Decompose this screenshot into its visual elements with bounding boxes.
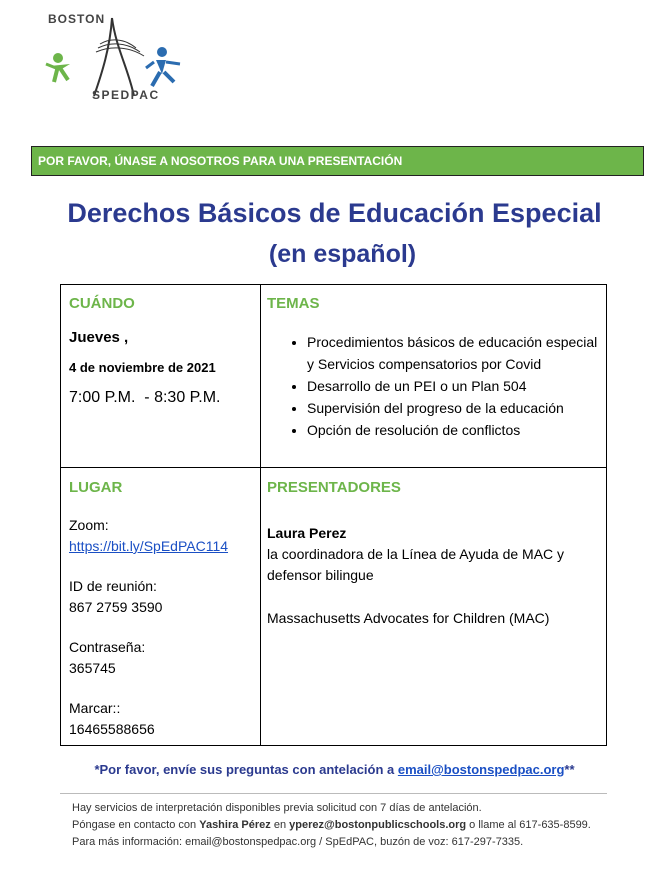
topic-item: • Supervisión del progreso de la educación <box>307 397 607 419</box>
when-date: 4 de noviembre de 2021 <box>69 360 216 375</box>
footer-contact-mid: en <box>270 819 290 831</box>
presenters-heading: PRESENTADORES <box>267 479 401 496</box>
presenter-role: la coordinadora de la Línea de Ayuda de MAC y defensor bilingue <box>267 546 565 583</box>
when-heading: CUÁNDO <box>69 295 135 312</box>
when-time: 7:00 P.M. - 8:30 P.M. <box>69 389 221 406</box>
footer-contact-prefix: Póngase en contacto con <box>72 819 200 831</box>
table-vertical-divider <box>260 285 261 745</box>
topics-heading: TEMAS <box>267 295 320 312</box>
logo-top-text: BOSTON <box>48 12 106 26</box>
questions-note <box>0 762 669 777</box>
place-heading: LUGAR <box>69 479 123 496</box>
footer-contact <box>72 817 602 851</box>
page-subtitle: (en español) <box>268 240 417 268</box>
footer-contact-email[interactable]: yperez@bostonpublicschools.org <box>289 819 467 831</box>
footer-divider <box>60 793 607 794</box>
table-horizontal-divider <box>61 467 606 468</box>
zoom-label: Zoom: <box>69 517 109 533</box>
topic-item: • Desarrollo de un PEI o un Plan 504 <box>307 375 607 397</box>
zoom-link[interactable]: https://bit.ly/SpEdPAC114 <box>69 538 229 554</box>
dial-value: 16465588656 <box>69 721 155 737</box>
boston-spedpac-logo <box>40 8 200 108</box>
note-email-link[interactable]: email@bostonspedpac.org <box>397 762 565 777</box>
topics-list <box>285 331 607 441</box>
invitation-banner: POR FAVOR, ÚNASE A NOSOTROS PARA UNA PRESENTACIÓN <box>31 146 644 176</box>
password-label: Contraseña: <box>69 639 146 655</box>
note-prefix: *Por favor, envíe sus preguntas con antelación a <box>94 762 398 777</box>
footer-contact-suffix: o llame al 617-635-8599. Para más información: email@bostonspedpac.org / SpEdPAC, buzón de voz: 617-297-7335. <box>72 819 591 848</box>
topic-item: • Procedimientos básicos de educación especial y Servicios compensatorios por Covid <box>307 331 607 375</box>
page-title: Derechos Básicos de Educación Especial <box>67 198 602 228</box>
topic-item: • Opción de resolución de conflictos <box>307 419 607 441</box>
presenter-org: Massachusetts Advocates for Children (MAC) <box>267 610 550 626</box>
password-value: 365745 <box>69 660 116 676</box>
presenter-name: Laura Perez <box>267 525 347 541</box>
meeting-id-value: 867 2759 3590 <box>69 599 163 615</box>
meeting-id-label: ID de reunión: <box>69 578 157 594</box>
info-table <box>60 284 607 746</box>
footer-text <box>72 800 602 851</box>
footer-contact-name: Yashira Pérez <box>199 819 271 831</box>
dial-label: Marcar:: <box>69 700 121 716</box>
when-day: Jueves , <box>69 329 129 346</box>
note-suffix: ** <box>564 762 575 777</box>
logo-bottom-text: SPEDPAC <box>92 88 160 102</box>
footer-line-interpretation: Hay servicios de interpretación disponibles previa solicitud con 7 días de antelación. <box>72 802 482 814</box>
